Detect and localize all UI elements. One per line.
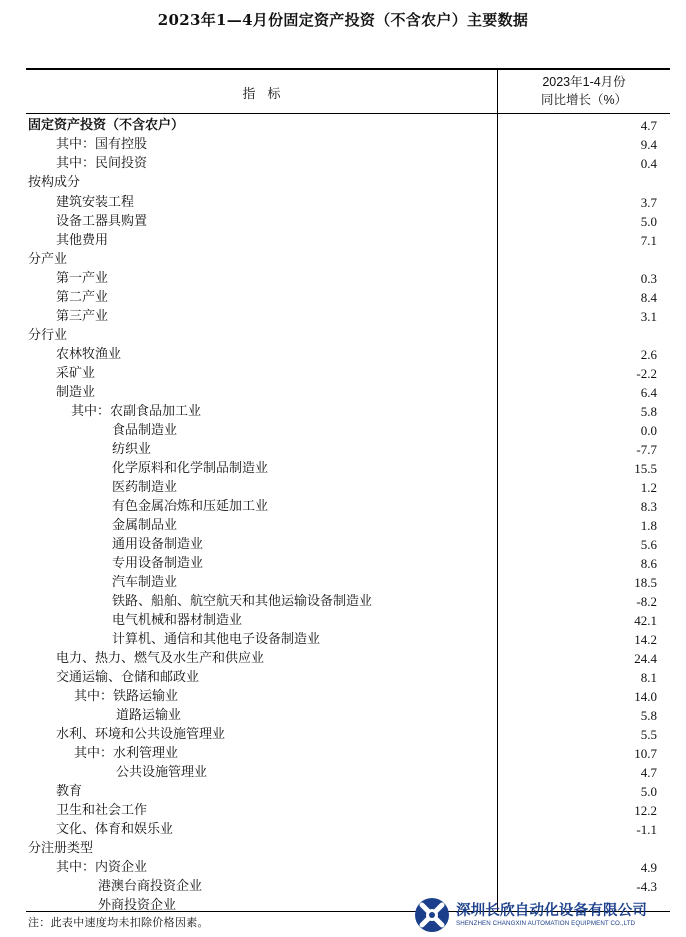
row-label: 其中：内资企业 <box>56 860 148 875</box>
row-value: 1.8 <box>640 518 657 533</box>
row-value: 8.4 <box>640 290 657 305</box>
table-row <box>26 668 657 687</box>
row-label: 其他费用 <box>56 233 109 248</box>
footnote: 注：此表中速度均未扣除价格因素。 <box>28 916 209 929</box>
table-row <box>26 763 657 782</box>
table-section-row <box>26 839 657 858</box>
table-row <box>26 706 657 725</box>
row-value: 0.4 <box>640 156 657 171</box>
row-value: 3.7 <box>640 195 657 210</box>
row-label: 通用设备制造业 <box>112 537 204 552</box>
row-value: 9.4 <box>640 137 657 152</box>
table-row <box>26 592 657 611</box>
row-value: 2.6 <box>640 347 657 362</box>
row-value: 0.0 <box>640 423 657 438</box>
row-value: 5.8 <box>640 708 657 723</box>
row-value: 5.0 <box>640 784 657 799</box>
row-label: 第一产业 <box>56 271 109 286</box>
table-row <box>26 782 657 801</box>
row-label: 分注册类型 <box>28 841 94 856</box>
row-label: 食品制造业 <box>112 423 178 438</box>
row-label: 铁路、船舶、航空航天和其他运输设备制造业 <box>112 594 373 609</box>
row-value: 8.6 <box>640 556 657 571</box>
table-row <box>26 611 657 630</box>
row-value: 4.7 <box>640 118 657 133</box>
row-value: 5.0 <box>640 214 657 229</box>
row-label: 水利、环境和公共设施管理业 <box>56 727 226 742</box>
table-row <box>26 630 657 649</box>
row-label: 其中：国有控股 <box>56 137 148 152</box>
row-label: 农林牧渔业 <box>56 347 122 362</box>
row-label: 其中：铁路运输业 <box>74 689 179 704</box>
table-row <box>26 858 657 877</box>
table-header-rule <box>26 113 670 114</box>
row-label: 化学原料和化学制品制造业 <box>112 461 269 476</box>
table-row <box>26 744 657 763</box>
table-row <box>26 459 657 478</box>
row-value: 12.2 <box>634 803 657 818</box>
row-label: 计算机、通信和其他电子设备制造业 <box>112 632 321 647</box>
row-value: 3.1 <box>640 309 657 324</box>
row-value: -1.1 <box>636 822 657 837</box>
table-row <box>26 421 657 440</box>
row-label: 金属制品业 <box>112 518 178 533</box>
row-value: 0.3 <box>640 271 657 286</box>
row-label: 其中：民间投资 <box>56 156 148 171</box>
table-row <box>26 820 657 839</box>
header-period <box>498 73 670 109</box>
row-value: -7.7 <box>636 442 657 457</box>
row-label: 公共设施管理业 <box>116 765 208 780</box>
table-section-row <box>26 250 657 269</box>
row-label: 第三产业 <box>56 309 109 324</box>
table-section-row <box>26 173 657 192</box>
table-row <box>26 402 657 421</box>
row-value: 18.5 <box>634 575 657 590</box>
row-label: 卫生和社会工作 <box>56 803 148 818</box>
row-value: 14.0 <box>634 689 657 704</box>
row-value: 4.7 <box>640 765 657 780</box>
row-value: 5.6 <box>640 537 657 552</box>
row-label: 其中：农副食品加工业 <box>71 404 202 419</box>
row-label: 设备工器具购置 <box>56 214 148 229</box>
company-watermark <box>414 897 682 933</box>
table-row <box>26 554 657 573</box>
row-value: 7.1 <box>640 233 657 248</box>
row-value: 15.5 <box>634 461 657 476</box>
table-row <box>26 345 657 364</box>
table-top-rule <box>26 68 670 70</box>
row-label: 文化、体育和娱乐业 <box>56 822 174 837</box>
row-value: 14.2 <box>634 632 657 647</box>
table-row <box>26 193 657 212</box>
row-label: 电气机械和器材制造业 <box>112 613 243 628</box>
row-label: 制造业 <box>56 385 96 400</box>
table-row <box>26 135 657 154</box>
row-label: 采矿业 <box>56 366 96 381</box>
table-row <box>26 535 657 554</box>
row-label: 建筑安装工程 <box>56 195 135 210</box>
row-label: 电力、热力、燃气及水生产和供应业 <box>56 651 265 666</box>
table-row <box>26 440 657 459</box>
row-label: 分产业 <box>28 252 68 267</box>
row-value: -8.2 <box>636 594 657 609</box>
table-row <box>26 725 657 744</box>
row-label: 纺织业 <box>112 442 152 457</box>
row-label: 有色金属冶炼和压延加工业 <box>112 499 269 514</box>
row-label: 外商投资企业 <box>98 898 177 913</box>
row-value: 8.3 <box>640 499 657 514</box>
row-label: 道路运输业 <box>116 708 182 723</box>
company-name-en: SHENZHEN CHANGXIN AUTOMATION EQUIPMENT CO.,LTD <box>456 920 636 927</box>
page-title: 2023年1—4月份固定资产投资（不含农户）主要数据 <box>157 11 529 29</box>
company-logo-icon <box>414 897 450 933</box>
row-label: 按构成分 <box>28 175 81 190</box>
row-value: 10.7 <box>634 746 657 761</box>
row-label: 分行业 <box>28 328 68 343</box>
header-period-line2: 同比增长（%） <box>540 93 628 107</box>
row-value: 5.8 <box>640 404 657 419</box>
row-value: -2.2 <box>636 366 657 381</box>
table-row <box>26 877 657 896</box>
row-value: 6.4 <box>640 385 657 400</box>
table-row <box>26 231 657 250</box>
table-row <box>26 516 657 535</box>
row-label: 专用设备制造业 <box>112 556 204 571</box>
row-value: 8.1 <box>640 670 657 685</box>
company-name-cn: 深圳长欣自动化设备有限公司 <box>456 903 648 919</box>
row-label: 医药制造业 <box>112 480 178 495</box>
row-value: 4.9 <box>640 860 657 875</box>
header-indicator: 指 标 <box>242 87 281 102</box>
table-row <box>26 383 657 402</box>
row-label: 交通运输、仓储和邮政业 <box>56 670 200 685</box>
row-label: 第二产业 <box>56 290 109 305</box>
row-value: 24.4 <box>634 651 657 666</box>
header-period-line1: 2023年1-4月份 <box>542 75 626 89</box>
row-value: 42.1 <box>634 613 657 628</box>
table-section-row <box>26 326 657 345</box>
row-value: 1.2 <box>640 480 657 495</box>
table-row <box>26 212 657 231</box>
table-row <box>26 497 657 516</box>
row-label: 教育 <box>56 784 83 799</box>
table-row <box>26 801 657 820</box>
row-value: -4.3 <box>636 879 657 894</box>
table-row <box>26 307 657 326</box>
table-row <box>26 116 657 135</box>
row-label: 汽车制造业 <box>112 575 178 590</box>
table-row <box>26 288 657 307</box>
table-row <box>26 649 657 668</box>
row-label: 固定资产投资（不含农户） <box>28 118 185 133</box>
row-label: 其中：水利管理业 <box>74 746 179 761</box>
table-row <box>26 478 657 497</box>
table-row <box>26 573 657 592</box>
table-row <box>26 154 657 173</box>
row-label: 港澳台商投资企业 <box>98 879 203 894</box>
table-row <box>26 269 657 288</box>
table-row <box>26 687 657 706</box>
table-row <box>26 364 657 383</box>
row-value: 5.5 <box>640 727 657 742</box>
